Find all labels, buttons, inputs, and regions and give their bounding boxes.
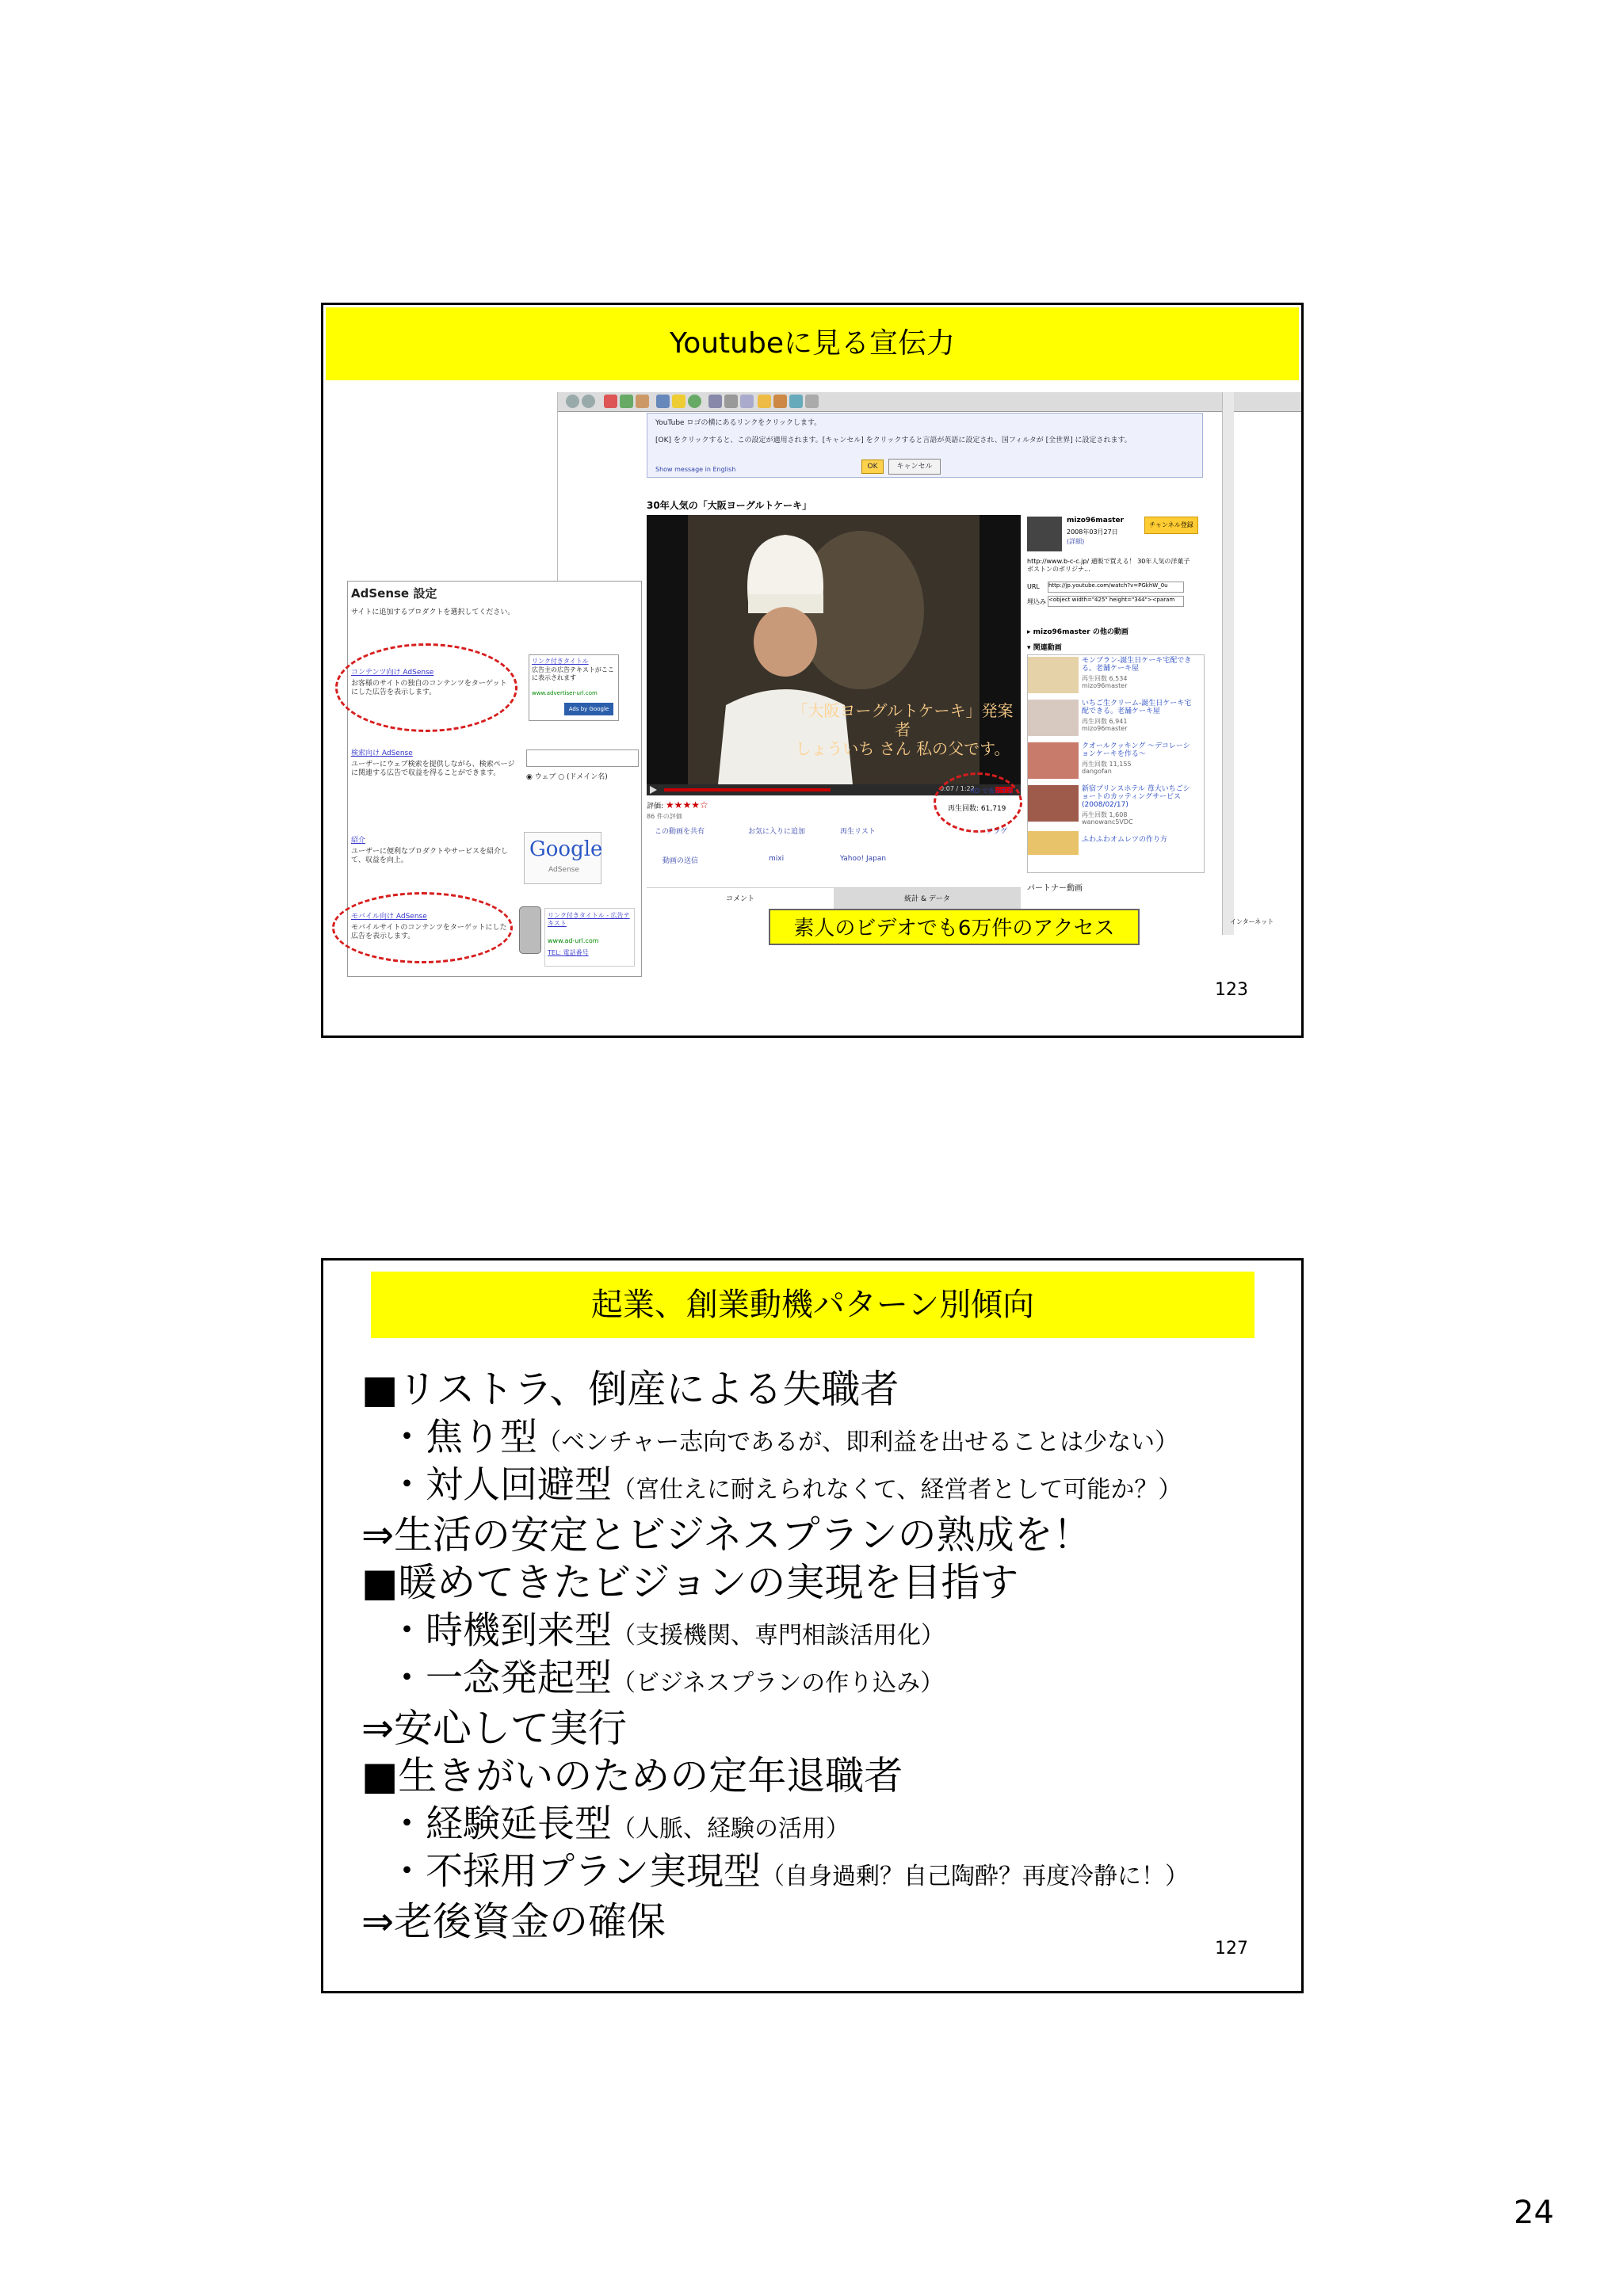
status-zone: インターネット — [1230, 918, 1274, 925]
conclusion-line: ⇒老後資金の確保 — [361, 1899, 666, 1944]
home-icon[interactable] — [636, 395, 649, 408]
caption-line: しょういち さん 私の父です。 — [795, 739, 1010, 758]
related-video-title[interactable]: クオールクッキング ～デコレーションケーキを作る～ — [1082, 742, 1190, 758]
url-label: URL — [1027, 583, 1040, 590]
playlist-link[interactable]: 再生リスト — [840, 828, 876, 836]
conclusion-line: ⇒安心して実行 — [361, 1706, 628, 1751]
bullet-main: ・不採用プラン実現型 — [388, 1850, 761, 1894]
bullet-line — [388, 1649, 944, 1702]
toolbar-icon[interactable] — [789, 395, 803, 408]
video-thumbnail[interactable] — [1028, 785, 1079, 822]
notice-line: [OK] をクリックすると、この設定が適用されます。[キャンセル] をクリックすると言語が英語に設定され、国フィルタが [全世界] に設定されます。 — [655, 437, 1132, 444]
content-adsense-desc: お客様のサイトの独自のコンテンツをターゲットにした広告を表示します。 — [351, 680, 507, 696]
url-field[interactable]: http://jp.youtube.com/watch?v=PGkhW_0u — [1048, 582, 1184, 593]
bullet-note: （支援機関、専門相談活用化） — [612, 1622, 945, 1650]
heading-line: ■暖めてきたビジョンの実現を目指す — [361, 1560, 1019, 1605]
bullet-note: （ビジネスプランの作り込み） — [612, 1669, 945, 1697]
related-video-title[interactable]: ふわふわオムレツの作り方 — [1082, 836, 1168, 844]
star-rating-icon[interactable]: ★★★★☆ — [665, 799, 708, 810]
search-options — [526, 773, 637, 782]
adsense-panel — [347, 581, 642, 977]
edit-icon[interactable] — [740, 395, 754, 408]
mobile-ad-url: www.ad-url.com — [548, 937, 599, 944]
google-adsense-logo — [524, 832, 601, 884]
content-adsense-link[interactable]: コンテンツ向け AdSense — [351, 669, 434, 677]
google-logo-text: Google — [529, 837, 603, 861]
refresh-icon[interactable] — [620, 395, 633, 408]
folder-icon[interactable] — [758, 395, 771, 408]
video-caption — [785, 701, 1021, 758]
slide-entrepreneurship — [321, 1258, 1304, 1993]
bullet-line — [388, 1408, 1178, 1461]
related-video-user[interactable]: mizo96master — [1082, 682, 1128, 689]
english-link[interactable]: Show message in English — [655, 466, 736, 473]
callout-label: 素人のビデオでも6万件のアクセス — [769, 909, 1140, 945]
search-adsense-desc: ユーザーにウェブ検索を提供しながら、検索ページに関連する広告で収益を得ることができます。 — [351, 761, 515, 777]
radio-icon[interactable]: ◉ — [526, 773, 533, 781]
heading-line: ■生きがいのための定年退職者 — [361, 1753, 903, 1798]
related-video-title[interactable]: いちご生クリーム-誕生日ケーキ宅配できる。老舗ケーキ屋 — [1082, 700, 1192, 715]
embed-field[interactable]: <object width="425" height="344"><param — [1048, 596, 1184, 607]
rating — [647, 799, 708, 810]
related-video-title[interactable]: モンブラン-誕生日ケーキ宅配できる。老舗ケーキ屋 — [1082, 657, 1192, 673]
adsense-title: AdSense 設定 — [351, 586, 437, 601]
video-title: 30年人気の「大阪ヨーグルトケーキ」 — [647, 500, 812, 511]
video-tabs — [647, 887, 1021, 910]
related-video-user[interactable]: wanowanc5VDC — [1082, 818, 1133, 826]
history-icon[interactable] — [688, 395, 701, 408]
views-count: 61,719 — [980, 805, 1006, 813]
browser-toolbar — [558, 392, 1303, 412]
search-adsense-link[interactable]: 検索向け AdSense — [351, 749, 413, 757]
mobile-ad-title[interactable]: リンク付きタイトル - 広告テキスト — [548, 912, 630, 927]
views-label: 再生回数: — [948, 805, 980, 813]
ok-button[interactable]: OK — [861, 460, 884, 474]
conclusion-line: ⇒生活の安定とビジネスプランの熟成を！ — [361, 1512, 1092, 1558]
flag-link[interactable]: フラグ — [986, 828, 1008, 836]
slide-youtube — [321, 303, 1304, 1038]
share-link[interactable]: この動画を共有 — [655, 828, 705, 836]
chevron-right-icon: ▸ — [1027, 628, 1033, 636]
hd-link[interactable]: HD で表示する — [970, 788, 1014, 795]
notice-line: YouTube ロゴの横にあるリンクをクリックします。 — [655, 419, 822, 427]
content-ad-sample — [529, 654, 619, 721]
back-icon[interactable] — [566, 395, 579, 408]
google-logo-sub: AdSense — [548, 866, 579, 874]
bullet-main: ・一念発起型 — [388, 1657, 612, 1700]
mobile-ad-sample — [544, 908, 635, 967]
channel-avatar[interactable] — [1027, 517, 1062, 551]
radio-icon[interactable]: ○ — [558, 773, 565, 781]
video-thumbnail[interactable] — [1028, 742, 1079, 779]
cancel-button[interactable]: キャンセル — [888, 459, 941, 475]
channel-date: 2008年03月27日 — [1067, 528, 1118, 536]
slide-number: 123 — [1215, 980, 1248, 1000]
embed-label: 埋込み — [1027, 598, 1046, 605]
bullet-note: （宮仕えに耐えられなくて、経営者として可能か？） — [612, 1476, 1182, 1504]
browser-screenshot — [557, 392, 1303, 935]
video-thumbnail[interactable] — [1028, 831, 1079, 855]
language-notice — [647, 413, 1203, 478]
bullet-main: ・焦り型 — [388, 1416, 537, 1459]
print-icon[interactable] — [724, 395, 738, 408]
referral-link[interactable]: 紹介 — [351, 837, 366, 845]
video-description: http://www.b-c-c.jp/ 通販で買える！ 30年人気の洋菓子ボストンのポリジナ... — [1027, 558, 1190, 573]
more-videos-link[interactable] — [1027, 626, 1128, 636]
highlight-ellipse — [335, 643, 517, 732]
related-list — [1027, 654, 1205, 873]
mixi-link[interactable]: mixi — [769, 855, 785, 863]
bullet-main: ・経験延長型 — [388, 1802, 612, 1846]
more-link[interactable]: (詳細) — [1067, 538, 1085, 545]
slide-title: 起業、創業動機パターン別傾向 — [371, 1272, 1254, 1338]
ad-sample-url: www.advertiser-url.com — [532, 690, 598, 696]
video-thumbnail[interactable] — [1028, 700, 1079, 736]
bullet-line — [388, 1601, 945, 1654]
play-icon[interactable] — [650, 786, 657, 794]
search-icon[interactable] — [656, 395, 670, 408]
related-label: 関連動画 — [1033, 644, 1062, 652]
slide-number: 127 — [1215, 1939, 1248, 1958]
related-video-views: 再生回数 11,155 — [1082, 761, 1132, 768]
mobile-adsense-desc: モバイルサイトのコンテンツをターゲットにした広告を表示します。 — [351, 924, 507, 940]
caption-line: 「大阪ヨーグルトケーキ」発案者 — [792, 701, 1014, 739]
bullet-main: ・対人回避型 — [388, 1463, 612, 1507]
bullet-line — [388, 1794, 850, 1848]
highlight-ellipse — [332, 892, 513, 963]
email-link[interactable]: 動画の送信 — [663, 857, 699, 865]
related-video-views: 再生回数 6,941 — [1082, 718, 1128, 725]
page-number: 24 — [1514, 2195, 1554, 2231]
partner-label: パートナー動画 — [1027, 884, 1083, 893]
time-display: 0:07 / 1:22 — [940, 785, 975, 792]
slide-title: Youtubeに見る宣伝力 — [326, 307, 1299, 380]
mail-icon[interactable] — [708, 395, 722, 408]
tab-stats[interactable]: 統計 & データ — [834, 888, 1021, 910]
related-video-user[interactable]: mizo96master — [1082, 725, 1128, 732]
bullet-note: （ベンチャー志向であるが、即利益を出せることは少ない） — [537, 1428, 1179, 1456]
tab-comments[interactable]: コメント — [647, 888, 834, 910]
bullet-line — [388, 1455, 1182, 1508]
ad-sample-title[interactable]: リンク付きタイトル — [532, 658, 589, 665]
more-videos-label: mizo96master の他の動画 — [1033, 628, 1128, 636]
related-video-user[interactable]: dangofan — [1082, 768, 1112, 775]
yahoo-link[interactable]: Yahoo! Japan — [840, 855, 887, 863]
rating-label: 評価: — [647, 803, 664, 810]
channel-name[interactable]: mizo96master — [1067, 517, 1125, 524]
bullet-note: （人脈、経験の活用） — [612, 1815, 850, 1843]
chevron-down-icon: ▾ — [1027, 644, 1033, 652]
seek-progress — [664, 788, 831, 791]
favorites-icon[interactable] — [672, 395, 685, 408]
ratings-count: 86 件の評価 — [647, 813, 682, 820]
adsense-intro: サイトに追加するプロダクトを選択してください。 — [351, 608, 515, 616]
toolbar-icon[interactable] — [773, 395, 787, 408]
video-player[interactable] — [647, 515, 1021, 784]
forward-icon[interactable] — [582, 395, 595, 408]
bullet-note: （自身過剰？自己陶酔？再度冷静に！） — [761, 1863, 1189, 1890]
search-option-domain: (ドメイン名) — [566, 773, 608, 781]
browser-scrollbar[interactable] — [1222, 392, 1234, 935]
referral-desc: ユーザーに便利なプロダクトやサービスを紹介して、収益を向上。 — [351, 848, 509, 864]
phone-icon — [519, 906, 541, 954]
highlight-ellipse — [934, 772, 1022, 833]
subscribe-button[interactable]: チャンネル登録 — [1144, 517, 1198, 534]
video-thumbnail[interactable] — [1028, 657, 1079, 693]
heading-line: ■リストラ、倒産による失職者 — [361, 1367, 899, 1412]
search-option-web: ウェブ — [534, 773, 556, 781]
mobile-adsense-link[interactable]: モバイル向け AdSense — [351, 913, 427, 921]
bullet-main: ・時機到来型 — [388, 1609, 612, 1653]
related-video-views: 再生回数 6,534 — [1082, 675, 1128, 682]
stop-icon[interactable] — [604, 395, 617, 408]
related-video-views: 再生回数 1,608 — [1082, 811, 1128, 818]
ad-sample-body: 広告主の広告テキストがここに表示されます — [532, 666, 614, 681]
bullet-line — [388, 1842, 1189, 1895]
related-header[interactable] — [1027, 642, 1062, 652]
favorite-link[interactable]: お気に入りに追加 — [748, 828, 806, 836]
mobile-ad-call[interactable]: TEL: 電話番号 — [548, 949, 589, 956]
ads-by-google-badge: Ads by Google — [564, 703, 613, 715]
toolbar-icon[interactable] — [805, 395, 819, 408]
search-box[interactable] — [526, 749, 639, 767]
related-video-title[interactable]: 新宿プリンスホテル 苺大いちごショートのカッティングサービス(2008/02/17) — [1082, 785, 1190, 809]
